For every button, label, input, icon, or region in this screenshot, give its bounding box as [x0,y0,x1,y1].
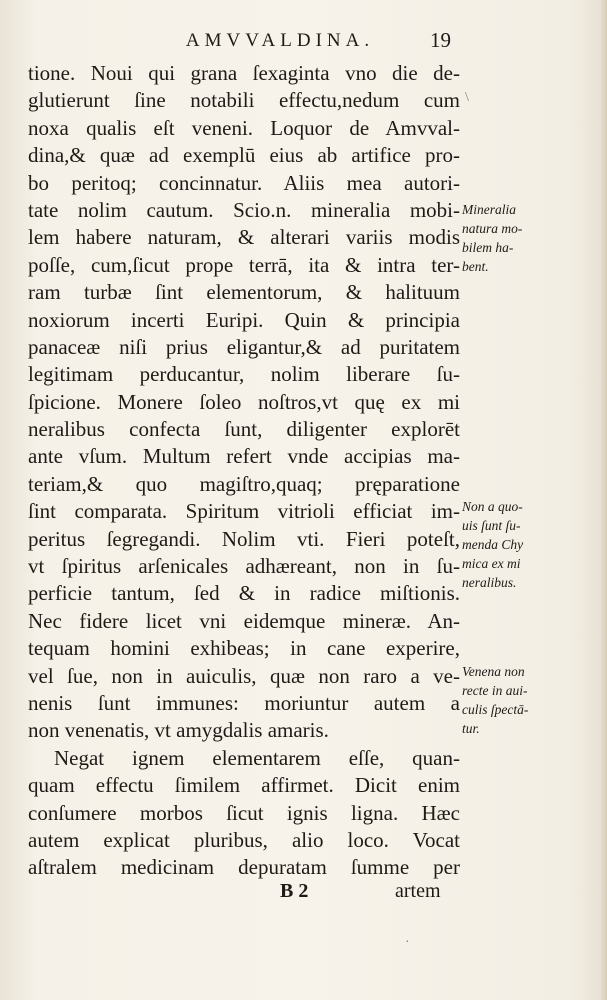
text-line: Nec fidere licet vni eidemque mineræ. An- [28,608,460,633]
text-line: bo peritoq; concinnatur. Aliis mea autori- [28,170,460,195]
text-line: peritus ſegregandi. Nolim vti. Fieri poteſt, [28,526,460,551]
marginal-note-line: mica ex mi [462,556,521,571]
text-line: lem habere naturam, & alterari variis modis [28,225,460,250]
catchword: artem [395,880,441,902]
text-line: perficie tantum, ſed & in radice miſtionis. [28,581,460,606]
text-line: tequam homini exhibeas; in cane experire, [28,636,460,661]
text-line: panaceæ niſi prius eligantur,& ad puritatem [28,334,460,359]
ink-dot: · [405,935,410,950]
text-line: nenis ſunt immunes: moriuntur autem a [28,690,460,715]
text-line: teriam,& quo magiſtro,quaq; pręparatione [28,471,460,496]
ink-mark: \ [465,90,469,105]
text-line: Negat ignem elementarem eſſe, quan- [54,745,460,770]
body-text [28,60,460,882]
text-line: non venenatis, vt amygdalis amaris. [28,718,329,743]
text-line: noxa qualis eſt veneni. Loquor de Amvval- [28,115,460,140]
text-line: vt ſpiritus arſenicales adhæreant, non in ſu- [28,554,460,579]
text-line: ſint comparata. Spiritum vitrioli efficiat im- [28,499,460,524]
page-number: 19 [430,28,451,52]
text-line: ram turbæ ſint elementorum, & halituum [28,280,460,305]
text-line: tate nolim cautum. Scio.n. mineralia mobi- [28,197,460,222]
text-line: dina,& quæ ad exemplū eius ab artifice pro- [28,143,460,168]
marginal-note-line: neralibus. [462,575,517,590]
marginal-note-line: tur. [462,721,480,736]
text-line: aſtralem medicinam depuratam ſumme per [28,855,460,880]
marginal-note-mineralia [462,200,602,276]
text-line: legitimam perducantur, nolim liberare ſu- [28,362,460,387]
text-line: poſſe, cum,ſicut prope terrā, ita & intra ter- [28,252,460,277]
text-line: quam effectu ſimilem affirmet. Dicit enim [28,773,460,798]
marginal-note-line: uis ſunt ſu- [462,518,521,533]
marginal-note-line: menda Chy [462,537,524,552]
text-line: glutierunt ſine notabili effectu,nedum cum [28,88,460,113]
text-line: ſpicione. Monere ſoleo noſtros,vt quę ex mi [28,389,460,414]
text-line: noxiorum incerti Euripi. Quin & principia [28,307,460,332]
marginal-note-line: natura mo- [462,221,523,236]
marginal-note-venena [462,662,602,738]
marginal-note-line: culis ſpectā- [462,702,529,717]
marginal-note-line: bent. [462,259,489,274]
marginal-note-line: recte in aui- [462,683,528,698]
text-line: vel ſue, non in auiculis, quæ non raro a ve- [28,663,460,688]
text-line: neralibus confecta ſunt, diligenter explorēt [28,417,460,442]
signature-mark: B 2 [280,880,309,902]
marginal-note-line: Venena non [462,664,525,679]
text-line: autem explicat pluribus, alio loco. Vocat [28,827,460,852]
text-line: tione. Noui qui grana ſexaginta vno die de- [28,61,460,85]
text-line: conſumere morbos ſicut ignis ligna. Hæc [28,800,460,825]
text-line: ante vſum. Multum refert vnde accipias ma- [28,444,460,469]
marginal-note-line: Mineralia [462,202,516,217]
running-head: AMVVALDINA. [185,30,375,51]
marginal-note-line: Non a quo- [462,499,523,514]
marginal-note-chymica [462,497,602,592]
marginal-note-line: bilem ha- [462,240,514,255]
